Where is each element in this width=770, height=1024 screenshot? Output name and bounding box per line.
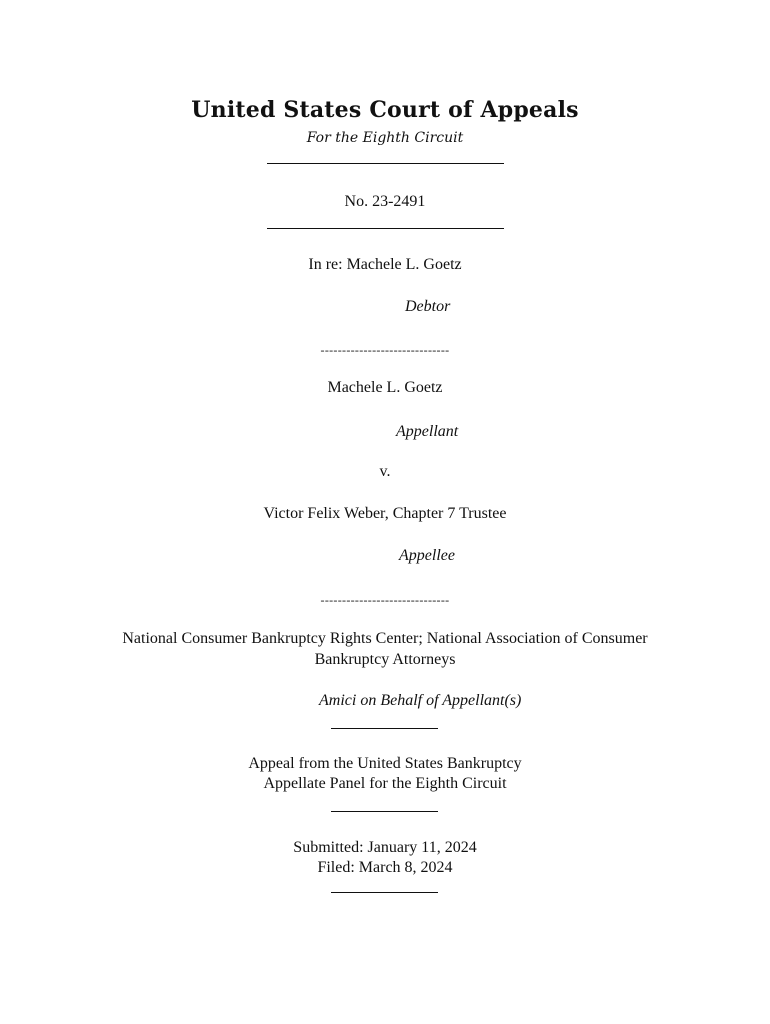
header-rule <box>267 163 504 164</box>
amici-names-line-2: Bankruptcy Attorneys <box>314 651 456 668</box>
amici-role: Amici on Behalf of Appellant(s) <box>319 692 522 709</box>
amici-rule <box>331 728 438 729</box>
versus: v. <box>379 463 391 480</box>
appeal-from-line-1: Appeal from the United States Bankruptcy <box>248 755 522 772</box>
party-separator: ------------------------------ <box>320 343 450 357</box>
appellee-role: Appellee <box>399 547 455 564</box>
appellant-role: Appellant <box>396 423 459 440</box>
appeal-from-line-2: Appellate Panel for the Eighth Circuit <box>263 775 507 792</box>
court-name: United States Court of Appeals <box>191 97 579 123</box>
amici-separator: ------------------------------ <box>320 593 450 607</box>
circuit-name: For the Eighth Circuit <box>306 130 464 146</box>
filed-date: Filed: March 8, 2024 <box>317 859 453 876</box>
case-number-rule <box>267 228 504 229</box>
amici-names-line-1: National Consumer Bankruptcy Rights Center; National Association of Consumer <box>122 630 648 647</box>
appeal-rule <box>331 811 438 812</box>
submitted-date: Submitted: January 11, 2024 <box>293 839 477 856</box>
dates-rule <box>331 892 438 893</box>
appellant-name: Machele L. Goetz <box>327 379 443 396</box>
appellee-name: Victor Felix Weber, Chapter 7 Trustee <box>263 505 507 522</box>
in-re-line: In re: Machele L. Goetz <box>308 256 462 273</box>
case-number: No. 23-2491 <box>344 193 426 210</box>
debtor-role: Debtor <box>405 298 451 315</box>
